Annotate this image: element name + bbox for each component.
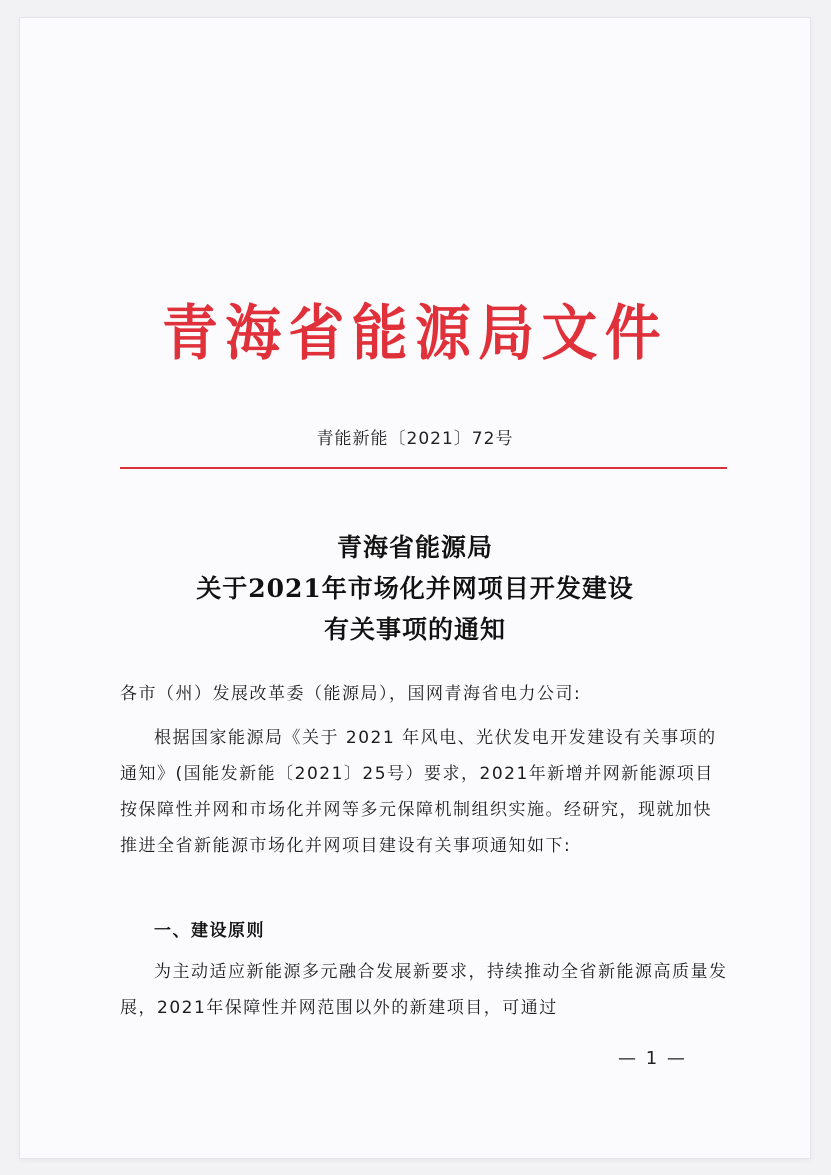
red-divider-line (120, 467, 727, 469)
notice-title-line-2: 关于2021年市场化并网项目开发建设 (196, 574, 634, 603)
issuing-authority-title: 青海省能源局文件 (162, 299, 668, 369)
addressee-line: 各市（州）发展改革委（能源局），国网青海省电力公司: (120, 684, 582, 704)
notice-title-line-3: 有关事项的通知 (323, 615, 506, 644)
body-paragraph-1: 根据国家能源局《关于 2021 年风电、光伏发电开发建设有关事项的通知》(国能发新能〔2021〕25号）要求，2021年新增并网新能源项目按保障性并网和市场化并网等多元保障机制组织实施。经研究，现就加快推进全省新能源市场化并网项目建设有关事项通知如下: (120, 728, 717, 856)
notice-title-line-1: 青海省能源局 (336, 533, 493, 562)
section-heading-principles: 一、建设原则 (154, 921, 265, 941)
body-paragraph-2: 为主动适应新能源多元融合发展新要求，持续推动全省新能源高质量发展，2021年保障性并网范围以外的新建项目，可通过 (120, 962, 728, 1018)
document-page (20, 18, 810, 1158)
document-number: 青能新能〔2021〕72号 (316, 429, 514, 449)
page-number: — 1 — (618, 1048, 687, 1069)
